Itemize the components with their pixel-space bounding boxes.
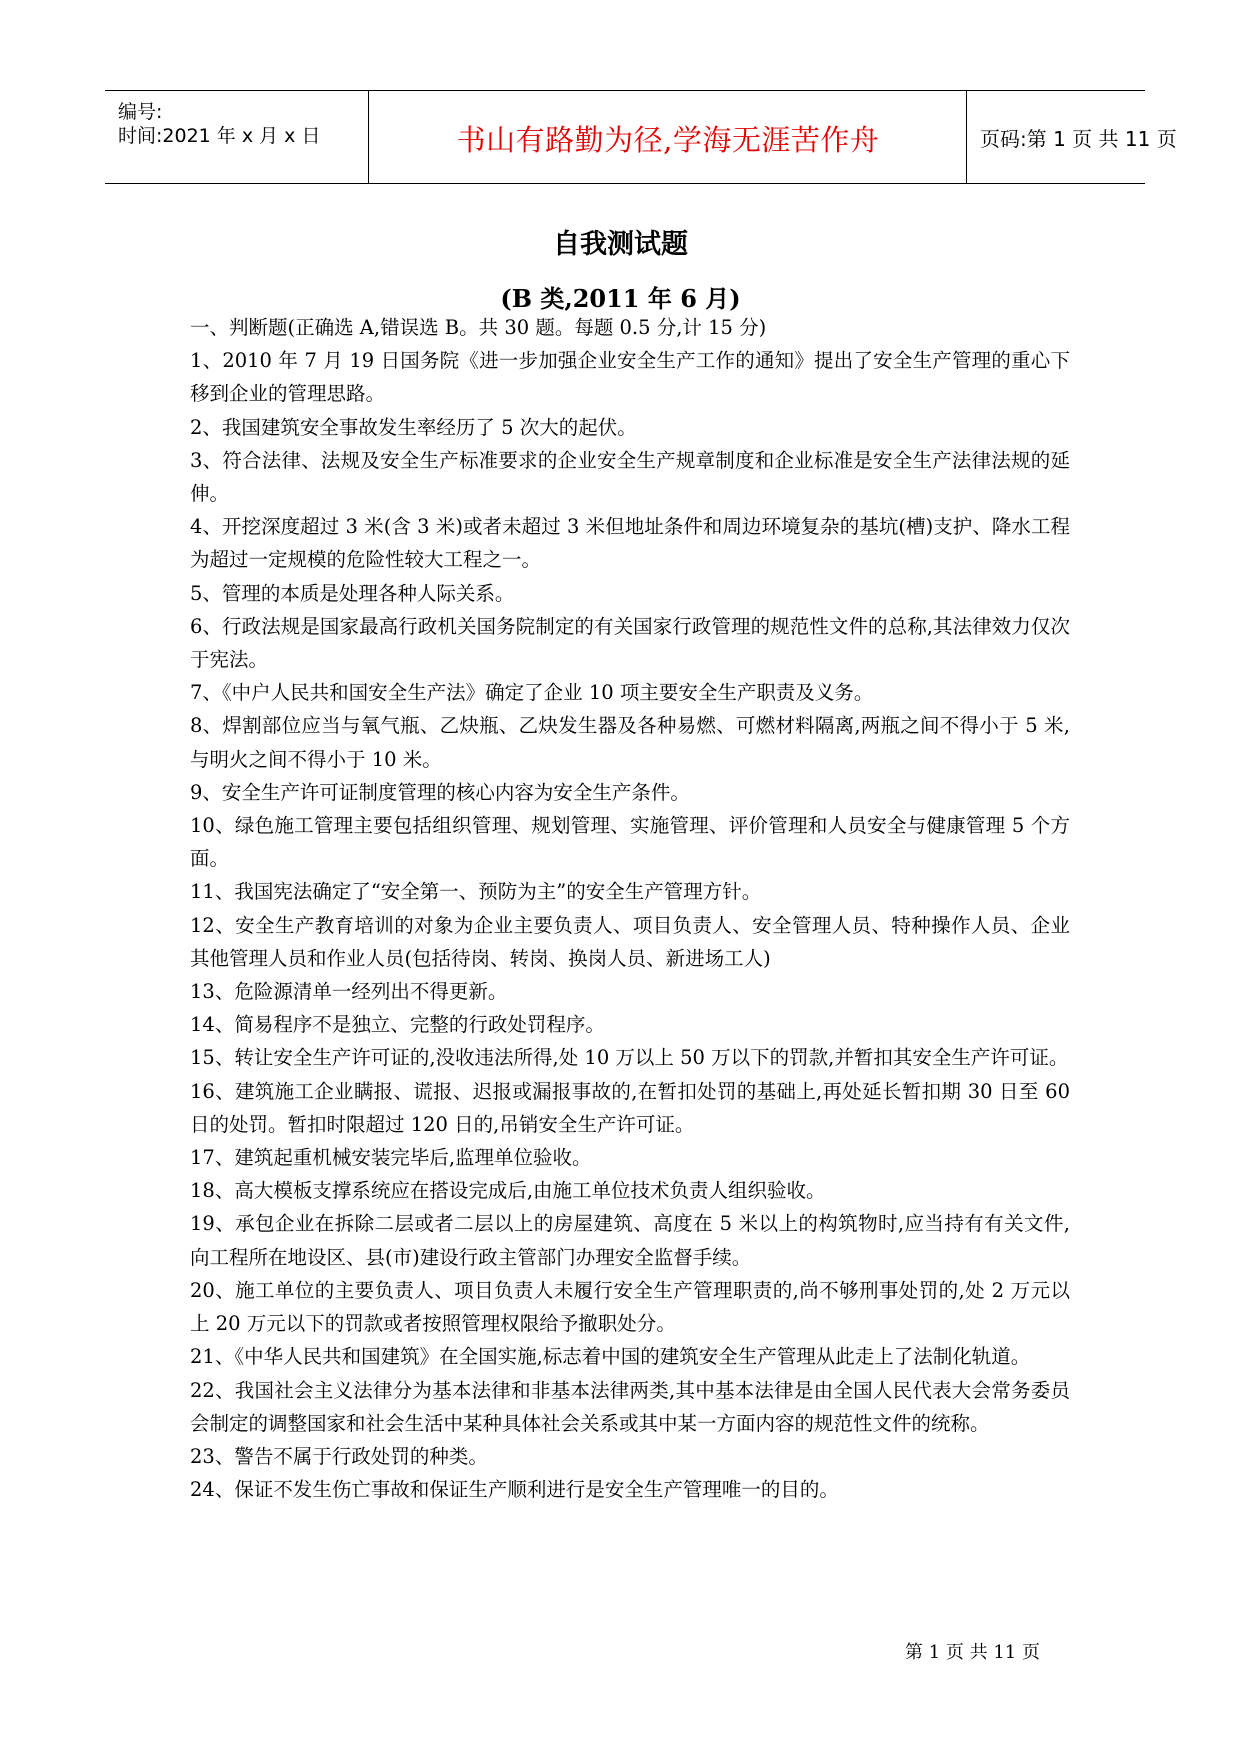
question-item: 23、警告不属于行政处罚的种类。 — [190, 1444, 488, 1468]
question-item: 20、施工单位的主要负责人、项目负责人未履行安全生产管理职责的,尚不够刑事处罚的,处 2 万元以上 20 万元以下的罚款或者按照管理权限给予撤职处分。 — [190, 1278, 1070, 1336]
question-item: 14、简易程序不是独立、完整的行政处罚程序。 — [190, 1013, 605, 1037]
question-item: 18、高大模板支撑系统应在搭设完成后,由施工单位技术负责人组织验收。 — [190, 1179, 826, 1203]
question-item: 3、符合法律、法规及安全生产标准要求的企业安全生产规章制度和企业标准是安全生产法律法规的延伸。 — [190, 448, 1070, 506]
document-subtitle: (B 类,2011 年 6 月) — [500, 284, 741, 313]
header-info-cell — [105, 91, 369, 183]
document-body — [190, 311, 1070, 1506]
question-item: 2、我国建筑安全事故发生率经历了 5 次大的起伏。 — [190, 415, 637, 439]
question-item: 4、开挖深度超过 3 米(含 3 米)或者未超过 3 米但地址条件和周边环境复杂的基坑(槽)支护、降水工程为超过一定规模的危险性较大工程之一。 — [190, 515, 1070, 572]
question-item: 11、我国宪法确定了“安全第一、预防为主”的安全生产管理方针。 — [190, 880, 762, 904]
question-item: 16、建筑施工企业瞒报、谎报、迟报或漏报事故的,在暂扣处罚的基础上,再处延长暂扣期 30 日至 60 日的处罚。暂扣时限超过 120 日的,吊销安全生产许可证。 — [190, 1079, 1070, 1136]
page-footer: 第 1 页 共 11 页 — [905, 1642, 1040, 1663]
document-title: 自我测试题 — [553, 229, 688, 260]
question-item: 12、安全生产教育培训的对象为企业主要负责人、项目负责人、安全管理人员、特种操作人员、企业其他管理人员和作业人员(包括待岗、转岗、换岗人员、新进场工人) — [190, 913, 1070, 970]
question-item: 21、《中华人民共和国建筑》在全国实施,标志着中国的建筑安全生产管理从此走上了法制化轨道。 — [190, 1345, 1031, 1369]
section-heading: 一、判断题(正确选 A,错误选 B。共 30 题。每题 0.5 分,计 15 分) — [190, 316, 767, 339]
code-label: 编号: — [118, 101, 163, 123]
question-item: 17、建筑起重机械安装完毕后,监理单位验收。 — [190, 1146, 592, 1170]
page-number-label: 页码:第 1 页 共 11 页 — [980, 127, 1177, 151]
question-item: 13、危险源清单一经列出不得更新。 — [190, 980, 508, 1004]
question-item: 9、安全生产许可证制度管理的核心内容为安全生产条件。 — [190, 780, 690, 804]
question-item: 1、2010 年 7 月 19 日国务院《进一步加强企业安全生产工作的通知》提出了安全生产管理的重心下移到企业的管理思路。 — [190, 349, 1070, 406]
question-item: 24、保证不发生伤亡事故和保证生产顺利进行是安全生产管理唯一的目的。 — [190, 1478, 839, 1502]
question-item: 19、承包企业在拆除二层或者二层以上的房屋建筑、高度在 5 米以上的构筑物时,应当持有有关文件,向工程所在地设区、县(市)建设行政主管部门办理安全监督手续。 — [190, 1212, 1070, 1269]
question-item: 8、焊割部位应当与氧气瓶、乙炔瓶、乙炔发生器及各种易燃、可燃材料隔离,两瓶之间不得小于 5 米,与明火之间不得小于 10 米。 — [190, 714, 1070, 771]
header-page-cell — [968, 91, 1177, 183]
header-motto-cell — [370, 91, 967, 183]
question-item: 6、行政法规是国家最高行政机关国务院制定的有关国家行政管理的规范性文件的总称,其法律效力仅次于宪法。 — [190, 614, 1070, 672]
question-item: 22、我国社会主义法律分为基本法律和非基本法律两类,其中基本法律是由全国人民代表大会常务委员会制定的调整国家和社会生活中某种具体社会关系或其中某一方面内容的规范性文件的统称。 — [190, 1378, 1070, 1435]
document-header — [105, 90, 1177, 184]
question-item: 5、管理的本质是处理各种人际关系。 — [190, 581, 515, 605]
question-item: 10、绿色施工管理主要包括组织管理、规划管理、实施管理、评价管理和人员安全与健康管理 5 个方面。 — [190, 814, 1070, 871]
motto: 书山有路勤为径,学海无涯苦作舟 — [456, 123, 880, 157]
question-item: 7、《中户人民共和国安全生产法》确定了企业 10 项主要安全生产职责及义务。 — [190, 681, 874, 705]
question-item: 15、转让安全生产许可证的,没收违法所得,处 10 万以上 50 万以下的罚款,并暂扣其安全生产许可证。 — [190, 1046, 1069, 1070]
time-label: 时间:2021 年 x 月 x 日 — [118, 125, 321, 147]
